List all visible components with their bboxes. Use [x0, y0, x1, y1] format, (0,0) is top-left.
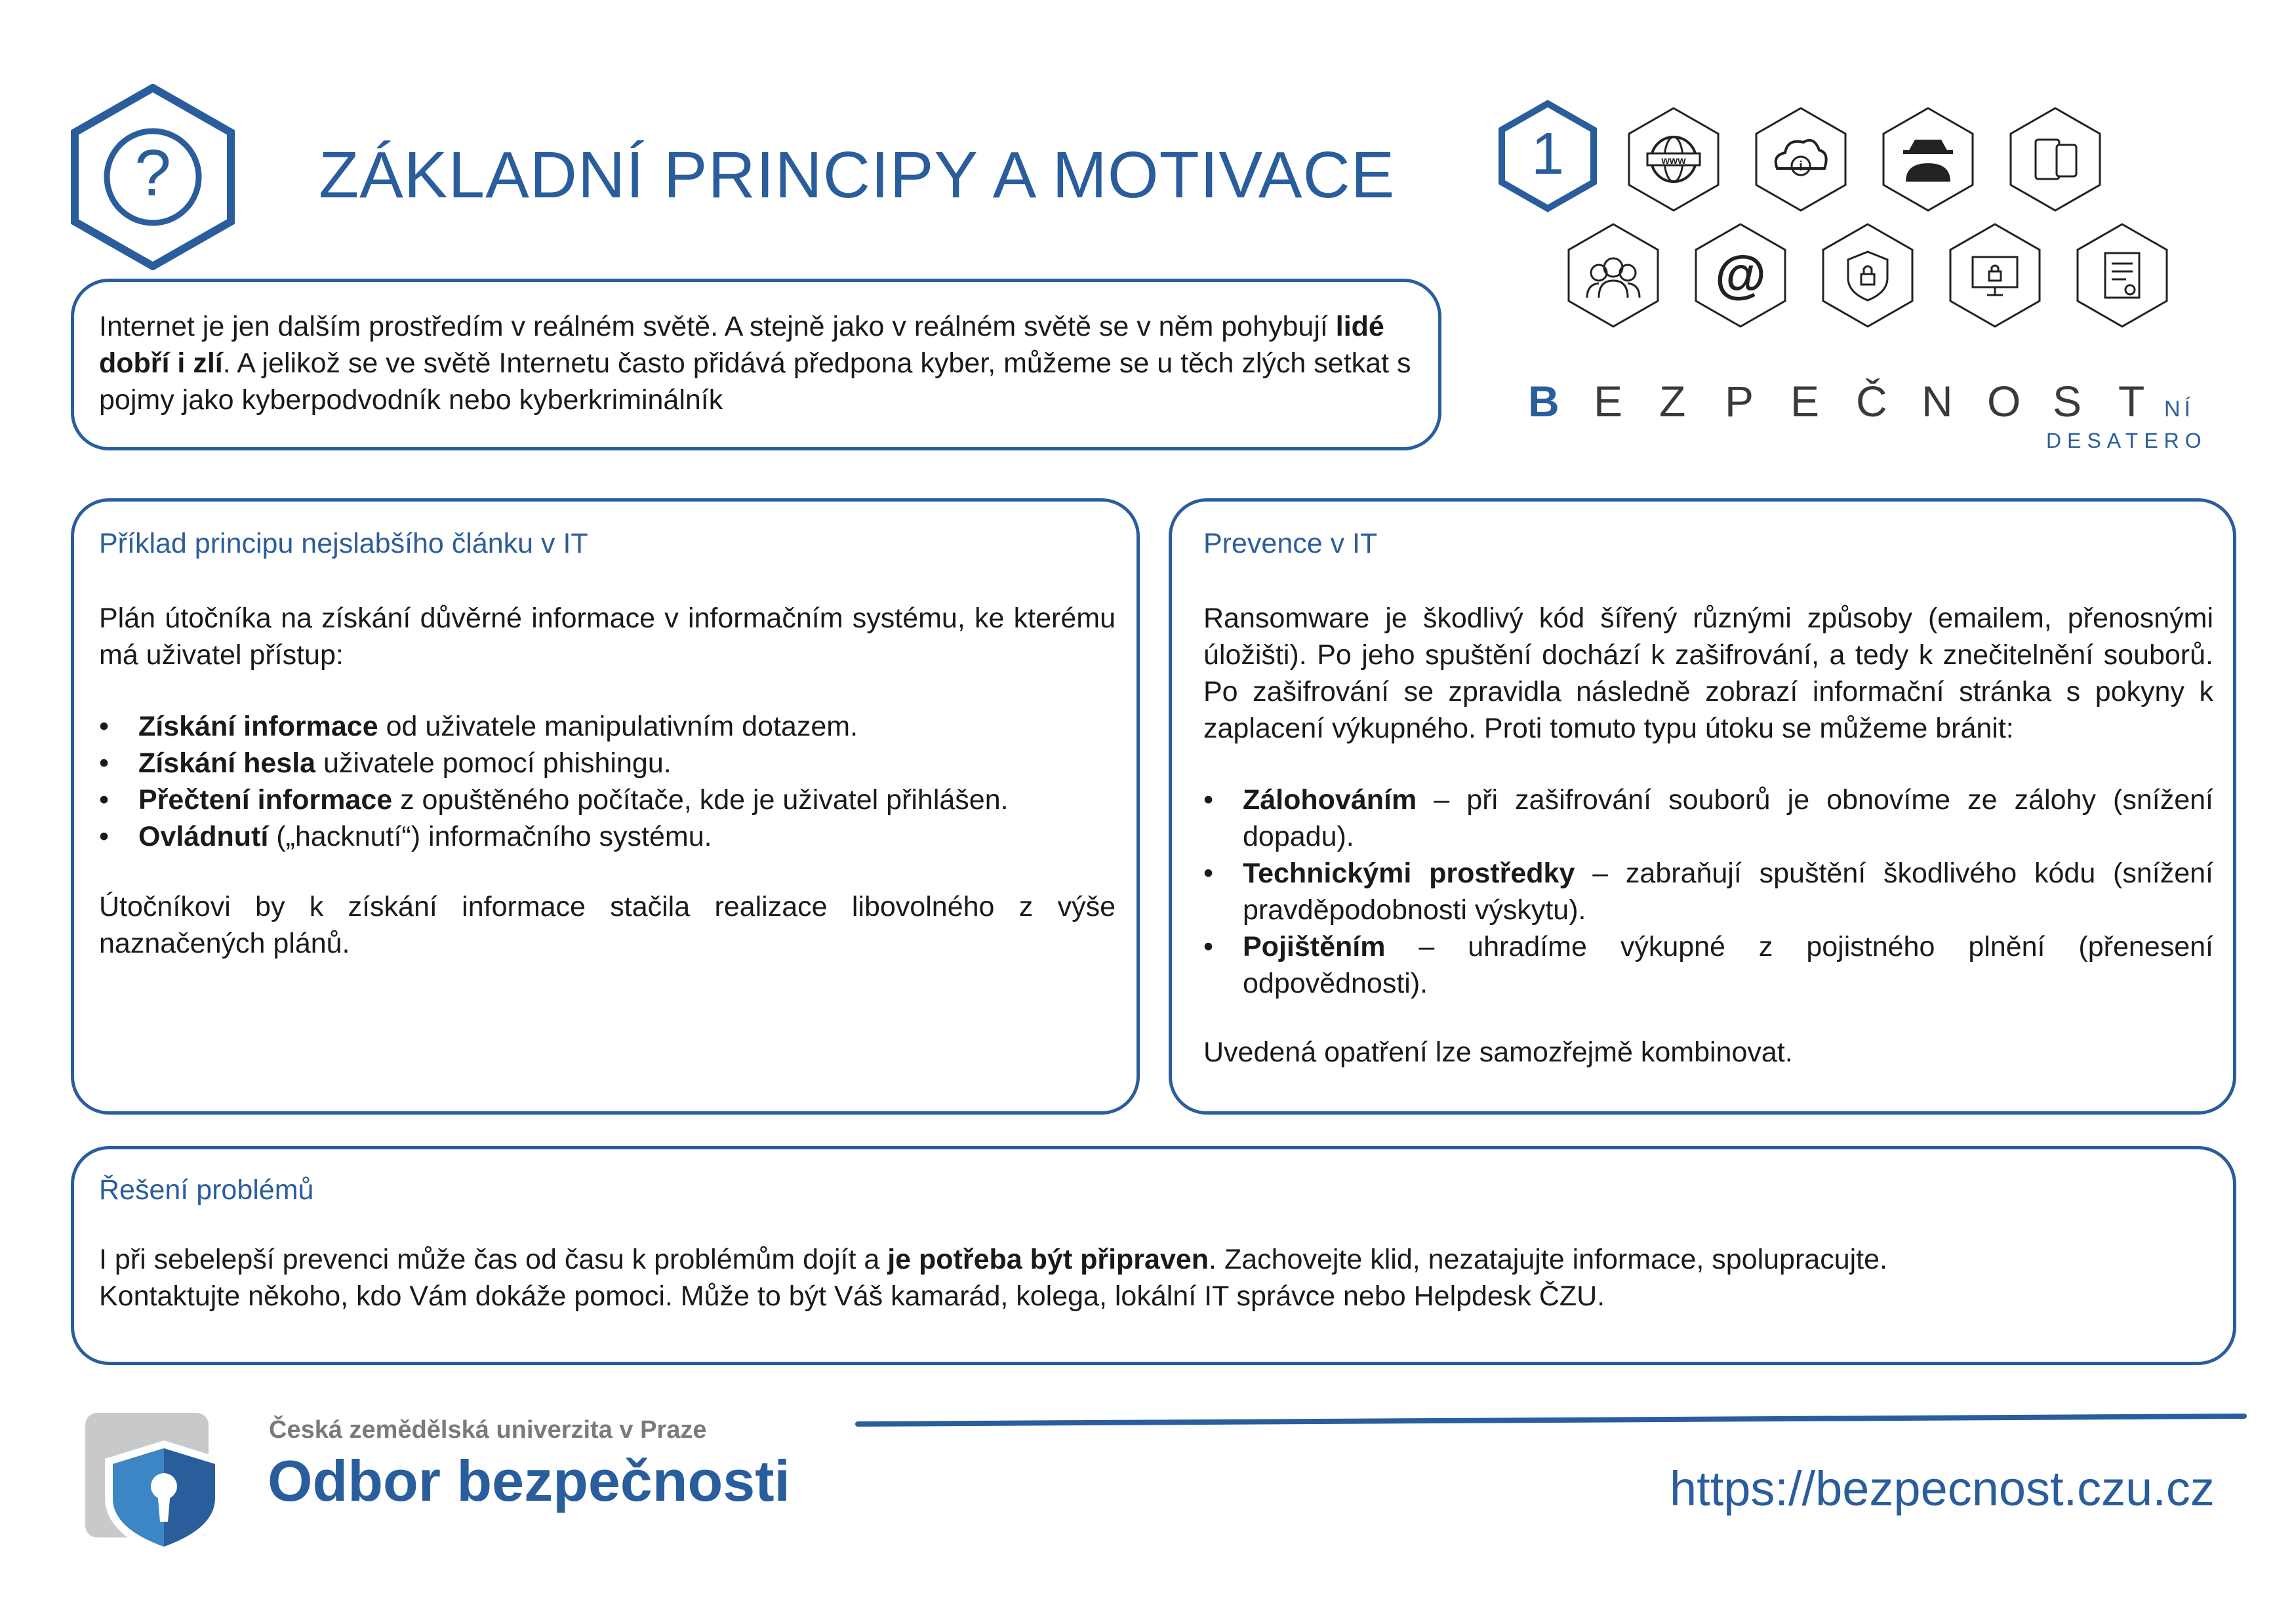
prevention-intro: Ransomware je škodlivý kód šířený různými způsoby (emailem, přenosnými úložišti). Po jeho spuštění dochází k zašifrování, a tedy k znečitelnění souborů. Po zašifrování se zpravidla následně zobrazí informační stránka s pokyny k zaplacení výkupného. Proti tomuto typu útoku se můžeme bránit:: [1203, 603, 2213, 744]
question-mark: ?: [134, 136, 171, 210]
list-item: • Pojištěním – uhradíme výkupné z pojistného plnění (přenesení odpovědnosti).: [1203, 928, 2213, 1002]
prevention-outro: Uvedená opatření lze samozřejmě kombinovat.: [1203, 1037, 1793, 1068]
svg-text:1: 1: [1531, 121, 1565, 187]
prevention-heading: Prevence v IT: [1203, 528, 1378, 559]
problems-line-2: Kontaktujte někoho, kdo Vám dokáže pomoci. Může to být Váš kamarád, kolega, lokální IT správce nebo Helpdesk ČZU.: [99, 1280, 1605, 1312]
problems-line-1: I při sebelepší prevenci může čas od času k problémům dojít a je potřeba být připraven. Zachovejte klid, nezatajujte informace, spolupracujte.: [99, 1244, 1887, 1275]
monitor-lock-icon: [1950, 224, 2040, 327]
devices-icon: [2011, 108, 2100, 210]
brand-subtitle: DESATERO: [2046, 429, 2207, 452]
intro-box: [71, 279, 1441, 450]
icon-grid: [1489, 98, 2190, 341]
problems-heading: Řešení problémů: [99, 1174, 314, 1206]
number-badge: [1502, 104, 1594, 208]
list-item: • Přečtení informace z opuštěného počítače, kde je uživatel přihlášen.: [99, 782, 1116, 818]
list-item: • Získání hesla uživatele pomocí phishingu.: [99, 745, 1116, 782]
weakest-link-intro: Plán útočníka na získání důvěrné informace v informačním systému, ke kterému má uživatel přístup:: [99, 603, 1116, 671]
svg-text:i: i: [1799, 159, 1803, 174]
certificate-icon: [2078, 224, 2167, 327]
list-item: • Získání informace od uživatele manipulativním dotazem.: [99, 708, 1116, 745]
czu-shield-logo: [85, 1413, 236, 1557]
brand-wordmark: B E Z P E Č N O S T NÍ: [1528, 377, 2194, 426]
weakest-link-box: [71, 498, 1140, 1115]
list-item: • Technickými prostředky – zabraňují spuštění škodlivého kódu (snížení pravděpodobnosti výskytu).: [1203, 855, 2213, 928]
globe-www-icon: [1629, 108, 1718, 210]
university-name: Česká zemědělská univerzita v Praze: [269, 1416, 707, 1444]
weakest-link-outro: Útočníkovi by k získání informace stačila realizace libovolného z výše naznačených plánů.: [99, 891, 1116, 959]
prevention-list: [1203, 782, 2213, 1002]
list-item: • Zálohováním – při zašifrování souborů je obnovíme ze zálohy (snížení dopadu).: [1203, 782, 2213, 855]
cloud-info-icon: [1756, 108, 1845, 210]
svg-text:@: @: [1714, 245, 1767, 304]
intro-text: Internet je jen dalším prostředím v reálném světě. A stejně jako v reálném světě se v něm pohybují lidé dobří i zlí. A jelikož se ve světě Internetu často přidává předpona kyber, můžeme se u těch zlých setkat s pojmy jako kyberpodvodník nebo kyberkriminálník: [99, 311, 1411, 416]
prevention-box: [1169, 498, 2236, 1115]
question-hexagon-icon: [71, 84, 235, 270]
group-people-icon: [1569, 224, 1658, 327]
shield-lock-icon: [1823, 224, 1912, 327]
list-item: • Ovládnutí („hacknutí“) informačního systému.: [99, 818, 1116, 855]
spy-icon: [1883, 108, 1973, 210]
at-sign-icon: [1696, 224, 1785, 327]
footer-divider-line: [853, 1410, 2249, 1429]
weakest-link-heading: Příklad principu nejslabšího článku v IT: [99, 528, 588, 559]
weakest-link-list: [99, 708, 1116, 855]
problems-box: [71, 1146, 2236, 1365]
department-name: Odbor bezpečnosti: [268, 1448, 790, 1513]
svg-text:www: www: [1661, 155, 1686, 167]
page-title: ZÁKLADNÍ PRINCIPY A MOTIVACE: [319, 138, 1396, 212]
footer-url-link[interactable]: https://bezpecnost.czu.cz: [1670, 1461, 2215, 1516]
